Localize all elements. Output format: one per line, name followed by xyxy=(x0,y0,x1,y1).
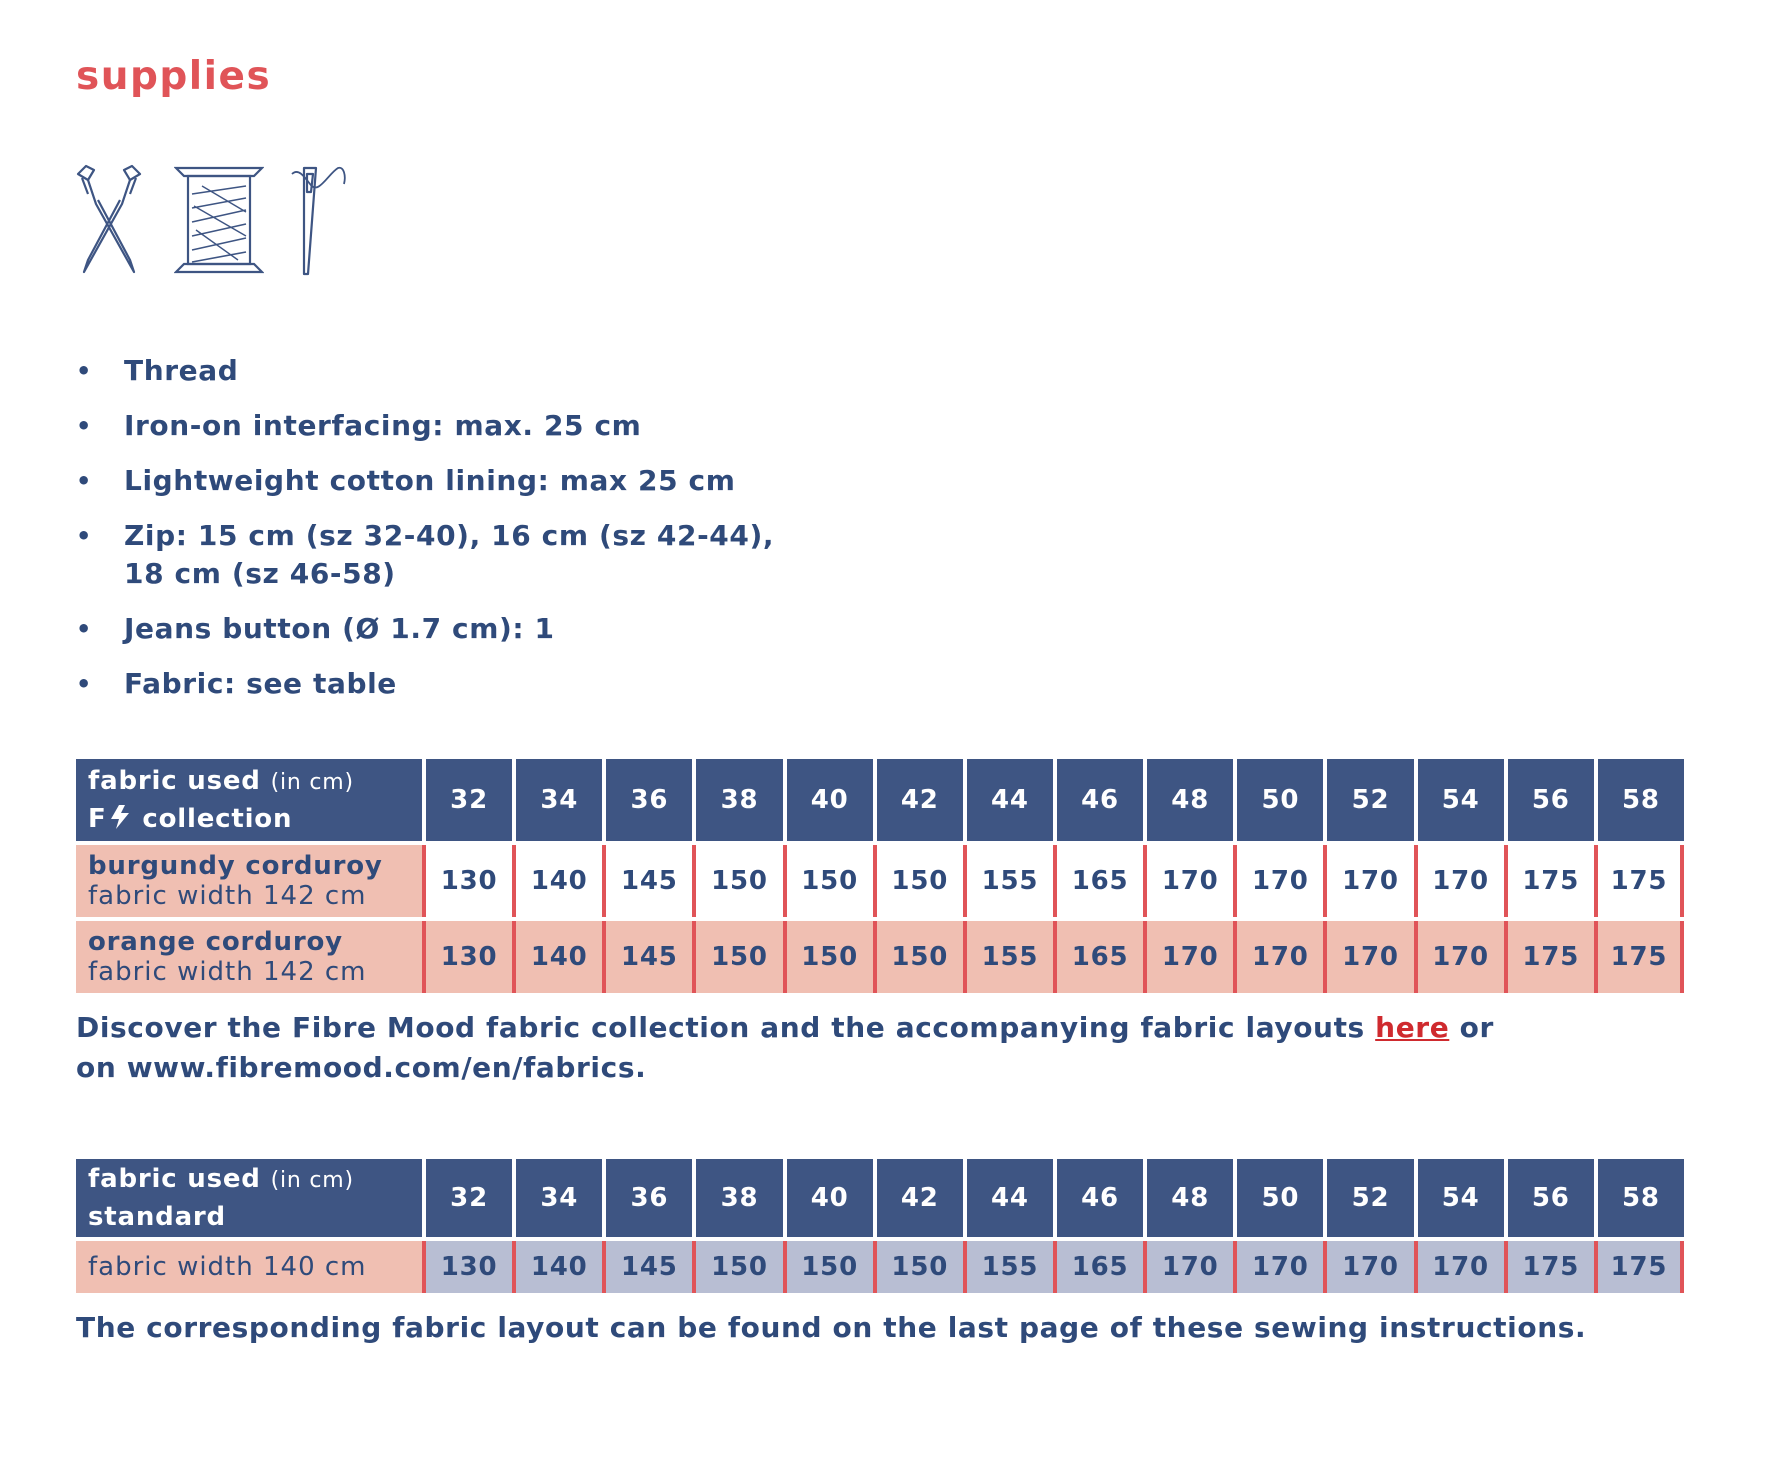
size-header: 40 xyxy=(783,759,873,841)
table-row xyxy=(76,1241,1684,1293)
table-cell: 145 xyxy=(602,845,692,917)
list-item: • Thread xyxy=(76,352,836,390)
table-cell: 170 xyxy=(1143,845,1233,917)
size-header: 56 xyxy=(1504,1159,1594,1237)
fabric-collection-note: Discover the Fibre Mood fabric collection and the accompanying fabric layouts here or on www.fibremood.com/en/fabrics. xyxy=(76,1011,1494,1084)
bullet: • xyxy=(76,357,92,385)
table-cell: 155 xyxy=(963,845,1053,917)
bullet: • xyxy=(76,670,92,698)
scissors-icon xyxy=(74,164,144,276)
page-title: supplies xyxy=(76,54,272,99)
size-header: 54 xyxy=(1414,1159,1504,1237)
table-cell: 170 xyxy=(1323,1241,1413,1293)
table-cell: 140 xyxy=(512,1241,602,1293)
bullet: • xyxy=(76,522,92,550)
row-label: orange corduroy fabric width 142 cm xyxy=(76,921,422,993)
lightning-icon xyxy=(107,804,133,830)
size-header: 42 xyxy=(873,759,963,841)
bullet: • xyxy=(76,615,92,643)
table-cell: 175 xyxy=(1594,845,1684,917)
size-header: 36 xyxy=(602,1159,692,1237)
table-cell: 170 xyxy=(1414,845,1504,917)
fabric-layout-note: The corresponding fabric layout can be found on the last page of these sewing instructions. xyxy=(76,1311,1587,1344)
table-row xyxy=(76,845,1684,917)
table-cell: 155 xyxy=(963,1241,1053,1293)
table-cell: 150 xyxy=(783,921,873,993)
size-header: 54 xyxy=(1414,759,1504,841)
size-header: 48 xyxy=(1143,759,1233,841)
table-cell: 145 xyxy=(602,921,692,993)
size-header: 38 xyxy=(692,759,782,841)
table-cell: 170 xyxy=(1323,845,1413,917)
table-cell: 150 xyxy=(783,1241,873,1293)
table-cell: 150 xyxy=(692,921,782,993)
list-item: • Lightweight cotton lining: max 25 cm xyxy=(76,462,836,500)
table-cell: 165 xyxy=(1053,921,1143,993)
list-item: • Zip: 15 cm (sz 32-40), 16 cm (sz 42-44), 18 cm (sz 46-58) xyxy=(76,519,775,590)
size-header: 56 xyxy=(1504,759,1594,841)
table-cell: 130 xyxy=(422,1241,512,1293)
size-header: 48 xyxy=(1143,1159,1233,1237)
table-cell: 150 xyxy=(873,1241,963,1293)
table-cell: 150 xyxy=(692,1241,782,1293)
fibre-mood-logo: F xyxy=(88,804,107,834)
table-cell: 155 xyxy=(963,921,1053,993)
bullet: • xyxy=(76,412,92,440)
size-header: 52 xyxy=(1323,1159,1413,1237)
fabric-table-collection xyxy=(76,759,1684,993)
table-cell: 170 xyxy=(1233,921,1323,993)
table-cell: 175 xyxy=(1594,1241,1684,1293)
list-item: • Iron-on interfacing: max. 25 cm xyxy=(76,407,836,445)
size-header: 44 xyxy=(963,1159,1053,1237)
supplies-list xyxy=(76,352,836,720)
table-cell: 165 xyxy=(1053,1241,1143,1293)
table-cell: 175 xyxy=(1504,845,1594,917)
table-cell: 175 xyxy=(1504,1241,1594,1293)
size-header: 32 xyxy=(422,1159,512,1237)
size-header: 34 xyxy=(512,1159,602,1237)
table-cell: 130 xyxy=(422,845,512,917)
size-header: 58 xyxy=(1594,1159,1684,1237)
size-header: 58 xyxy=(1594,759,1684,841)
table-cell: 150 xyxy=(783,845,873,917)
row-label: burgundy corduroy fabric width 142 cm xyxy=(76,845,422,917)
table-cell: 130 xyxy=(422,921,512,993)
table-header-label: fabric used (in cm) standard xyxy=(76,1159,422,1237)
size-header: 40 xyxy=(783,1159,873,1237)
thread-spool-icon xyxy=(174,164,264,276)
table-cell: 165 xyxy=(1053,845,1143,917)
size-header: 32 xyxy=(422,759,512,841)
size-header: 52 xyxy=(1323,759,1413,841)
table-cell: 170 xyxy=(1414,921,1504,993)
table-cell: 145 xyxy=(602,1241,692,1293)
table-cell: 175 xyxy=(1504,921,1594,993)
needle-icon xyxy=(288,164,348,276)
size-header: 46 xyxy=(1053,1159,1143,1237)
size-header: 50 xyxy=(1233,759,1323,841)
table-cell: 150 xyxy=(873,845,963,917)
bullet: • xyxy=(76,467,92,495)
size-header: 34 xyxy=(512,759,602,841)
size-header: 38 xyxy=(692,1159,782,1237)
table-cell: 175 xyxy=(1594,921,1684,993)
size-header: 50 xyxy=(1233,1159,1323,1237)
fabric-table-standard xyxy=(76,1159,1684,1293)
supplies-icons xyxy=(74,164,354,284)
table-cell: 150 xyxy=(873,921,963,993)
size-header: 46 xyxy=(1053,759,1143,841)
list-item: • Fabric: see table xyxy=(76,665,836,703)
table-cell: 170 xyxy=(1233,1241,1323,1293)
table-cell: 170 xyxy=(1143,1241,1233,1293)
table-cell: 170 xyxy=(1323,921,1413,993)
row-label: fabric width 140 cm xyxy=(76,1241,422,1293)
table-cell: 140 xyxy=(512,921,602,993)
size-header: 42 xyxy=(873,1159,963,1237)
table-cell: 150 xyxy=(692,845,782,917)
table-cell: 170 xyxy=(1233,845,1323,917)
table-row xyxy=(76,921,1684,993)
table-cell: 170 xyxy=(1414,1241,1504,1293)
size-header: 44 xyxy=(963,759,1053,841)
size-header: 36 xyxy=(602,759,692,841)
here-link[interactable]: here xyxy=(1375,1011,1450,1044)
table-header-label: fabric used (in cm) F collection xyxy=(76,759,422,841)
list-item: • Jeans button (Ø 1.7 cm): 1 xyxy=(76,610,836,648)
table-cell: 170 xyxy=(1143,921,1233,993)
table-cell: 140 xyxy=(512,845,602,917)
